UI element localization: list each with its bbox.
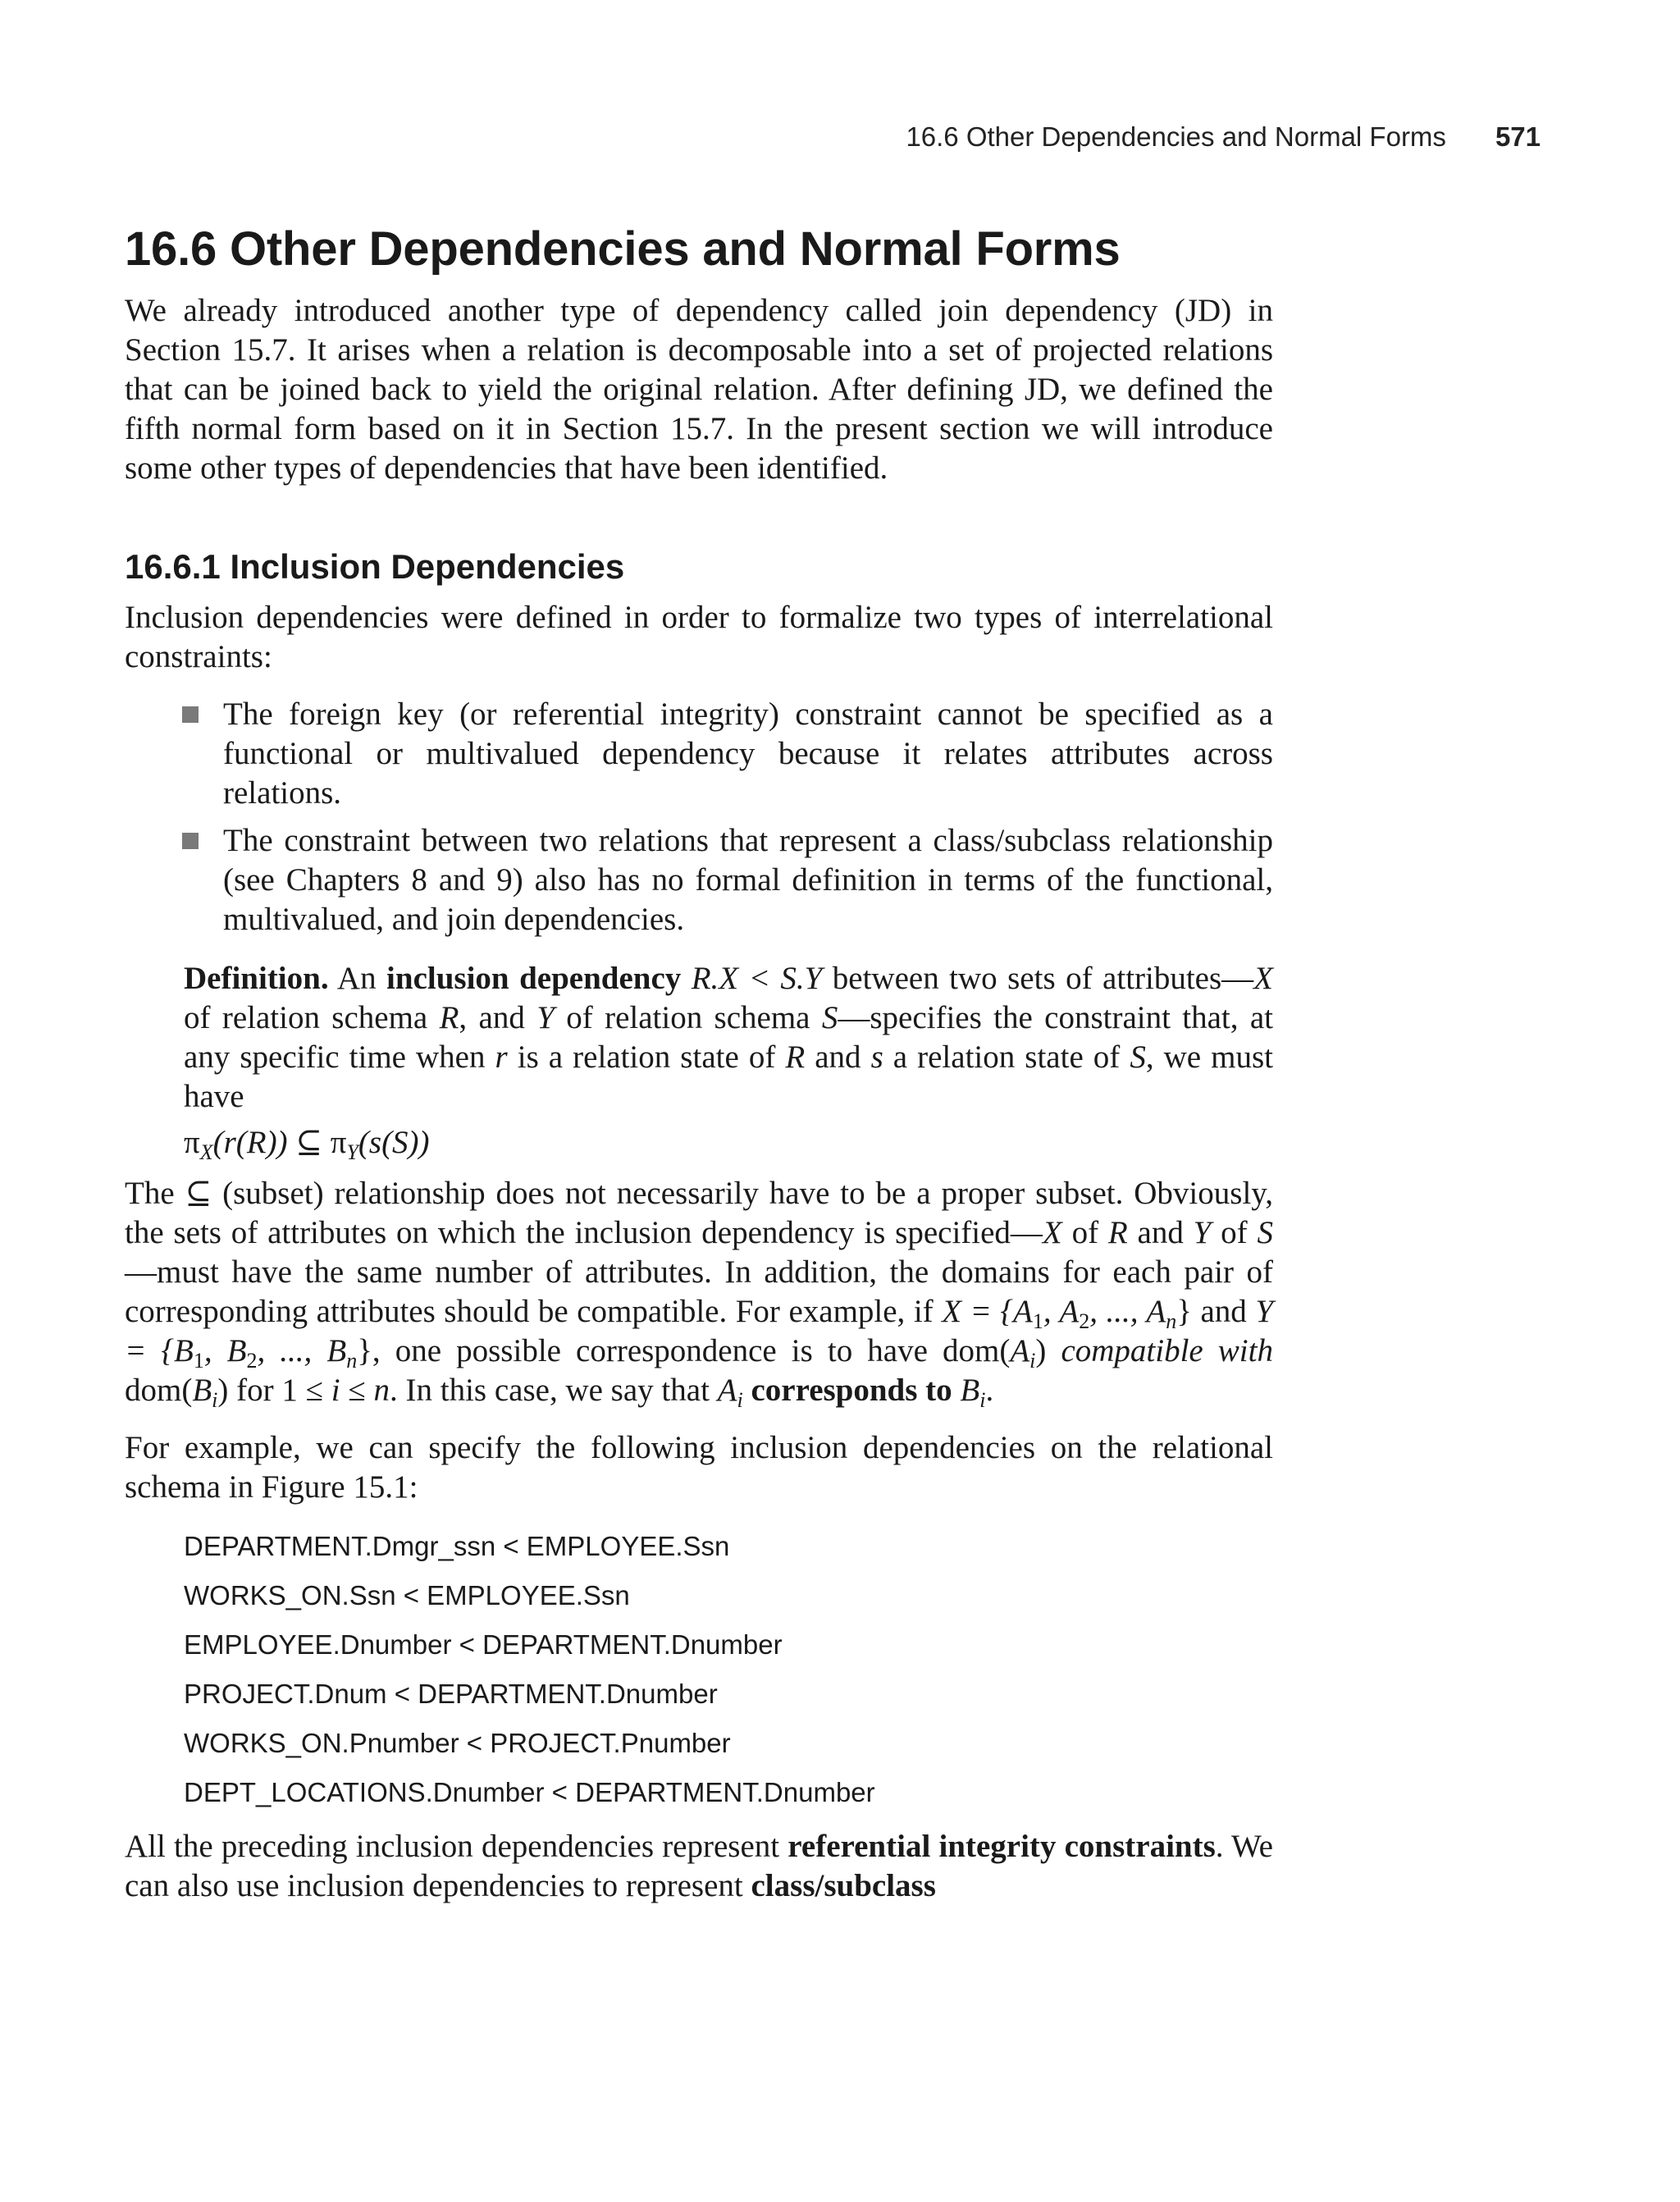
bold-term: class/subclass xyxy=(751,1868,936,1903)
math-var: S xyxy=(821,1000,838,1035)
text-span: . We can also use inclusion dependencies to represent xyxy=(125,1829,1273,1903)
math-expression: (s(S)) xyxy=(358,1125,430,1160)
math-var: S xyxy=(1130,1039,1146,1075)
math-var: i xyxy=(331,1373,340,1408)
math-subscript: 1 xyxy=(193,1349,204,1373)
dependency-item: DEPARTMENT.Dmgr_ssn < EMPLOYEE.Ssn xyxy=(184,1531,730,1561)
math-subscript: n xyxy=(1166,1309,1177,1333)
example-lead-paragraph: For example, we can specify the following inclusion dependencies on the relational schema in Figure 15.1: xyxy=(125,1430,1273,1505)
text-span: —specifies the constraint that, at any specific time when xyxy=(184,1000,1273,1075)
running-title: 16.6 Other Dependencies and Normal Forms xyxy=(906,121,1446,152)
square-bullet-icon xyxy=(182,833,199,849)
page-body xyxy=(125,222,1273,1906)
math-expression: Y = {B xyxy=(125,1294,1274,1368)
definition-paragraph xyxy=(184,959,1273,1117)
math-var: S xyxy=(1257,1215,1273,1250)
math-subscript: 2 xyxy=(246,1349,258,1373)
math-subscript: i xyxy=(737,1388,743,1412)
bullet-item xyxy=(125,821,1273,939)
math-var: r xyxy=(495,1039,508,1075)
emphasis-text: compatible with xyxy=(1061,1333,1273,1368)
bullet-item xyxy=(125,695,1273,813)
text-span: of xyxy=(1211,1215,1258,1250)
math-subscript: Y xyxy=(346,1140,358,1164)
text-span: . xyxy=(985,1373,994,1408)
text-span: a relation state of xyxy=(883,1039,1130,1075)
dependency-item: DEPT_LOCATIONS.Dnumber < DEPARTMENT.Dnumber xyxy=(184,1777,875,1807)
math-var: R xyxy=(439,1000,459,1035)
math-expression: } xyxy=(1176,1294,1192,1329)
math-subscript: n xyxy=(346,1349,358,1373)
definition-label: Definition. xyxy=(184,961,329,996)
math-subscript: i xyxy=(1029,1349,1036,1373)
text-span: and xyxy=(805,1039,871,1075)
math-subscript: 2 xyxy=(1079,1309,1090,1333)
text-span xyxy=(743,1373,751,1408)
bullet-text: The foreign key (or referential integrity) constraint cannot be specified as a functional or multivalued dependency because it relates attributes across relations. xyxy=(223,697,1273,811)
dependency-list xyxy=(184,1522,1273,1817)
bullet-text: The constraint between two relations that represent a class/subclass relationship (see Chapters 8 and 9) also has no formal definition in terms of the functional, multivalued, and join dependencies. xyxy=(223,823,1273,937)
lead-paragraph: Inclusion dependencies were defined in order to formalize two types of interrelational constraints: xyxy=(125,600,1273,674)
math-subscript: i xyxy=(979,1388,986,1412)
closing-paragraph xyxy=(125,1827,1273,1906)
math-subscript: X xyxy=(199,1140,213,1164)
text-span: is a relation state of xyxy=(507,1039,786,1075)
math-var: B xyxy=(192,1373,212,1408)
math-expression: } xyxy=(357,1333,372,1368)
math-expression: , A xyxy=(1043,1294,1080,1329)
text-span: ) xyxy=(1035,1333,1061,1368)
square-bullet-icon xyxy=(182,706,199,723)
text-span xyxy=(952,1373,961,1408)
math-var: n xyxy=(373,1373,390,1408)
math-var: s xyxy=(870,1039,883,1075)
running-header xyxy=(906,121,1541,153)
math-var: Y xyxy=(536,1000,555,1035)
subset-paragraph xyxy=(125,1174,1273,1410)
pi-symbol: π xyxy=(330,1125,347,1160)
math-subscript: i xyxy=(212,1388,218,1412)
dependency-item: WORKS_ON.Pnumber < PROJECT.Pnumber xyxy=(184,1728,731,1758)
pi-symbol: π xyxy=(184,1125,200,1160)
math-expression: (r(R)) ⊆ xyxy=(212,1125,331,1160)
math-var: Y xyxy=(1193,1215,1212,1250)
math-var: X xyxy=(1042,1215,1062,1250)
page-number: 571 xyxy=(1495,121,1541,152)
text-span: between two sets of attributes— xyxy=(822,961,1254,996)
bullet-list xyxy=(125,695,1273,939)
dependency-item: WORKS_ON.Ssn < EMPLOYEE.Ssn xyxy=(184,1580,630,1610)
text-span: and xyxy=(1191,1294,1256,1329)
text-span: —must have the same number of attributes. In addition, the domains for each pair of corresponding attributes should be compatible. For example, if xyxy=(125,1254,1273,1329)
text-span: of relation schema xyxy=(184,1000,440,1035)
bold-term: corresponds to xyxy=(751,1373,952,1408)
section-heading: 16.6 Other Dependencies and Normal Forms xyxy=(125,222,1121,276)
math-var: A xyxy=(717,1373,737,1408)
text-span: . In this case, we say that xyxy=(390,1373,718,1408)
subsection-heading: 16.6.1 Inclusion Dependencies xyxy=(125,547,625,586)
math-var: B xyxy=(960,1373,980,1408)
math-var: R xyxy=(785,1039,806,1075)
text-span: ≤ xyxy=(340,1373,374,1408)
math-expression: , ..., B xyxy=(257,1333,347,1368)
text-span: An xyxy=(328,961,387,996)
text-span: and xyxy=(1127,1215,1194,1250)
math-var: X xyxy=(1253,961,1273,996)
text-span: ) for 1 ≤ xyxy=(217,1373,331,1408)
dependency-item: EMPLOYEE.Dnumber < DEPARTMENT.Dnumber xyxy=(184,1629,783,1660)
definition-term: inclusion dependency xyxy=(386,961,682,996)
math-var: R xyxy=(1107,1215,1128,1250)
inclusion-formula xyxy=(184,1123,1273,1163)
math-expression: , ..., A xyxy=(1089,1294,1166,1329)
dependency-item: PROJECT.Dnum < DEPARTMENT.Dnumber xyxy=(184,1679,718,1709)
math-subscript: 1 xyxy=(1032,1309,1043,1333)
math-expression: , B xyxy=(203,1333,247,1368)
text-span: All the preceding inclusion dependencies represent xyxy=(125,1829,788,1864)
text-span: , one possible correspondence is to have dom( xyxy=(372,1333,1011,1368)
text-span: The ⊆ (subset) relationship does not necessarily have to be a proper subset. Obviously, the sets of attributes on which the inclusion dependency is specified— xyxy=(125,1176,1273,1250)
text-span: , we must have xyxy=(184,1039,1273,1114)
math-var: A xyxy=(1010,1333,1030,1368)
math-expression: X = {A xyxy=(942,1294,1033,1329)
text-span: of xyxy=(1061,1215,1108,1250)
intro-paragraph: We already introduced another type of dependency called join dependency (JD) in Section 15.7. It arises when a relation is decomposable into a set of projected relations that can be joined back to yield the original relation. After defining JD, we defined the fifth normal form based on it in Section 15.7. In the present section we will introduce some other types of dependencies that have been identified. xyxy=(125,293,1273,486)
text-span: , and xyxy=(459,1000,537,1035)
text-span: of relation schema xyxy=(554,1000,822,1035)
bold-term: referential integrity constraints xyxy=(788,1829,1216,1864)
definition-expression: R.X < S.Y xyxy=(681,961,823,996)
text-span: dom( xyxy=(125,1373,193,1408)
